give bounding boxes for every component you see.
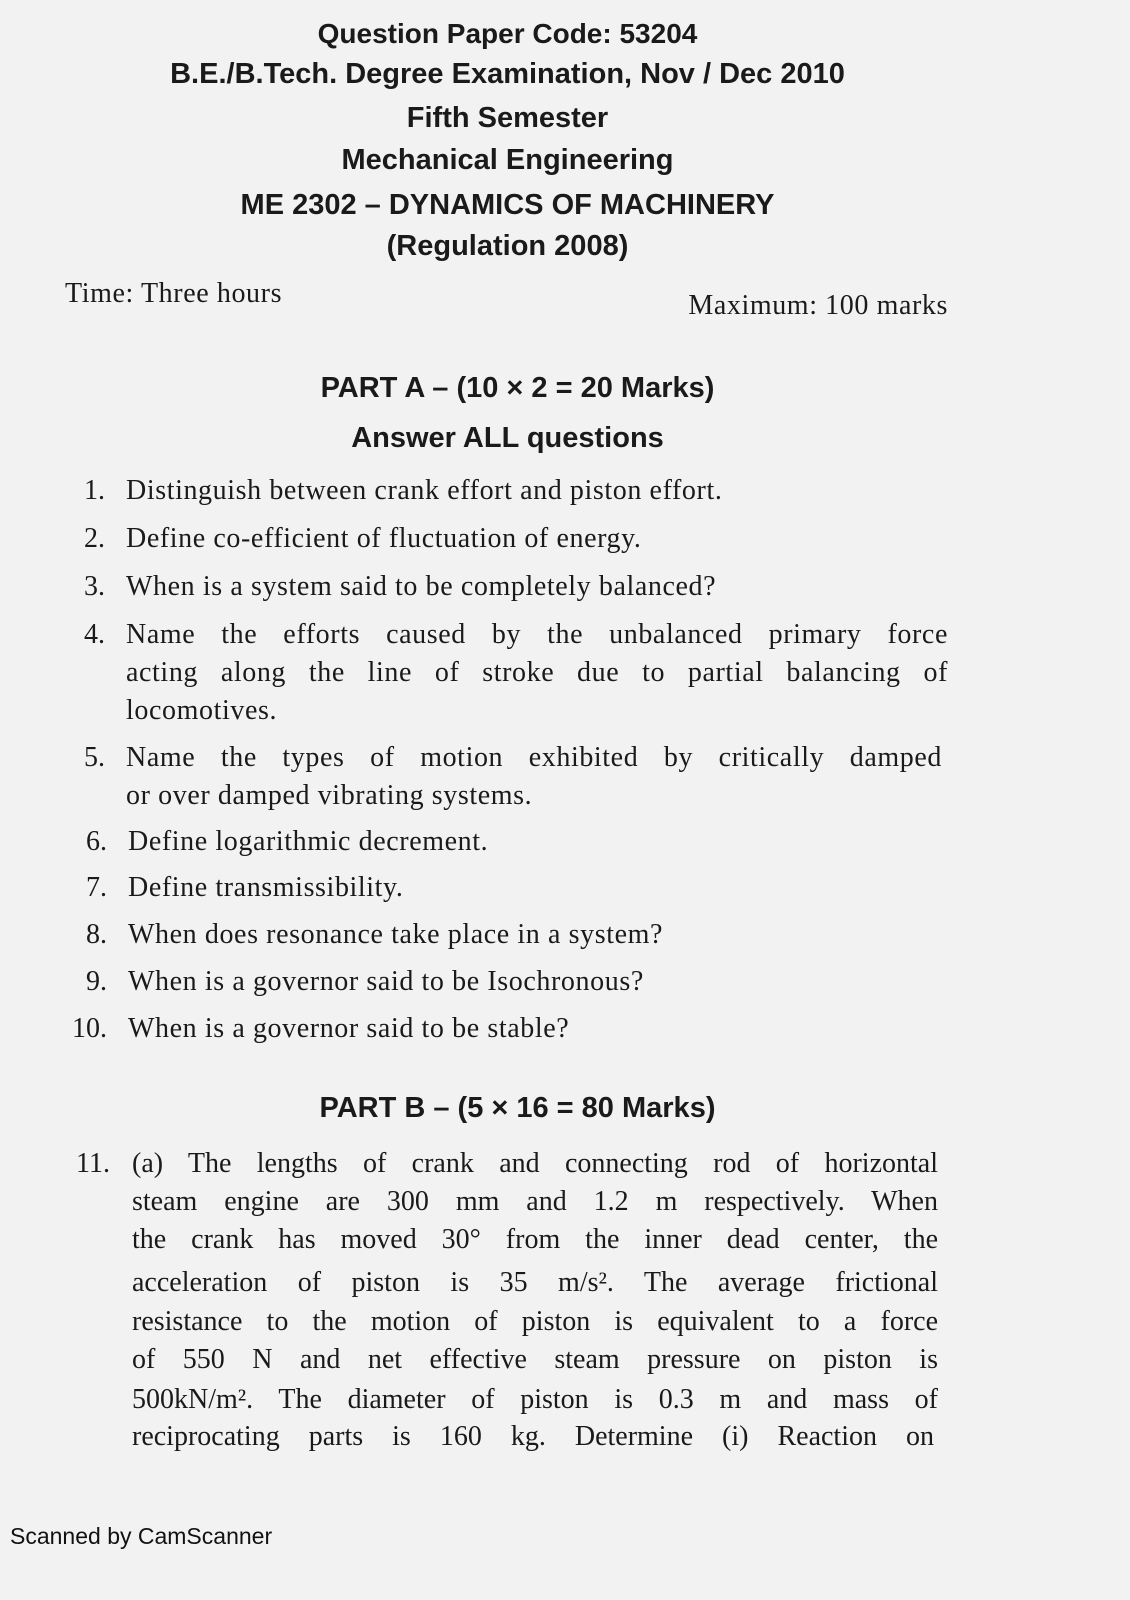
subject: ME 2302 – DYNAMICS OF MACHINERY — [240, 189, 775, 221]
time-allowed: Time: Three hours — [65, 278, 283, 309]
question-number: 5. — [84, 742, 105, 773]
question-number: 6. — [86, 826, 107, 857]
scanner-watermark: Scanned by CamScanner — [10, 1523, 273, 1549]
part-b-title: PART B – (5 × 16 = 80 Marks) — [319, 1092, 716, 1124]
degree-title: B.E./B.Tech. Degree Examination, Nov / Dec 2010 — [170, 58, 845, 90]
question-text: reciprocating parts is 160 kg. Determine (i) Reaction on — [132, 1421, 934, 1452]
question-text: acting along the line of stroke due to partial balancing of — [126, 657, 948, 688]
question-text: Name the efforts caused by the unbalanced primary force — [126, 619, 948, 650]
question-text: Distinguish between crank effort and piston effort. — [126, 475, 723, 506]
department: Mechanical Engineering — [341, 144, 674, 176]
question-text: or over damped vibrating systems. — [126, 780, 533, 811]
question-text: When is a governor said to be Isochronous? — [128, 966, 644, 997]
part-a-instruction: Answer ALL questions — [351, 422, 664, 454]
question-text: resistance to the motion of piston is equivalent to a force — [132, 1306, 938, 1337]
question-number: 1. — [84, 475, 105, 506]
question-text: the crank has moved 30° from the inner dead center, the — [132, 1224, 938, 1255]
question-number: 8. — [86, 919, 107, 950]
question-number: 3. — [84, 571, 105, 602]
question-text: of 550 N and net effective steam pressure on piston is — [132, 1344, 938, 1375]
question-text: Define co-efficient of fluctuation of energy. — [126, 523, 642, 554]
question-text: Define transmissibility. — [128, 872, 404, 903]
paper-code: Question Paper Code: 53204 — [317, 18, 698, 49]
question-text: When does resonance take place in a system? — [128, 919, 664, 950]
question-text: acceleration of piston is 35 m/s². The average frictional — [132, 1267, 938, 1298]
question-number: 4. — [84, 619, 105, 650]
question-text: When is a system said to be completely balanced? — [126, 571, 717, 602]
semester: Fifth Semester — [406, 102, 609, 134]
regulation: (Regulation 2008) — [386, 230, 629, 262]
question-number: 10. — [72, 1013, 107, 1044]
question-number: 7. — [86, 872, 107, 903]
question-number: 11. — [76, 1148, 110, 1179]
question-text: locomotives. — [126, 695, 278, 726]
question-text: When is a governor said to be stable? — [128, 1013, 570, 1044]
question-text: Name the types of motion exhibited by critically damped — [126, 742, 942, 773]
maximum-marks: Maximum: 100 marks — [688, 290, 948, 321]
question-text: 500kN/m². The diameter of piston is 0.3 m and mass of — [132, 1384, 938, 1415]
question-number: 2. — [84, 523, 105, 554]
question-text: Define logarithmic decrement. — [128, 826, 489, 857]
question-text: (a) The lengths of crank and connecting rod of horizontal — [132, 1148, 938, 1179]
question-number: 9. — [86, 966, 107, 997]
part-a-title: PART A – (10 × 2 = 20 Marks) — [320, 372, 715, 404]
question-text: steam engine are 300 mm and 1.2 m respectively. When — [132, 1186, 938, 1217]
